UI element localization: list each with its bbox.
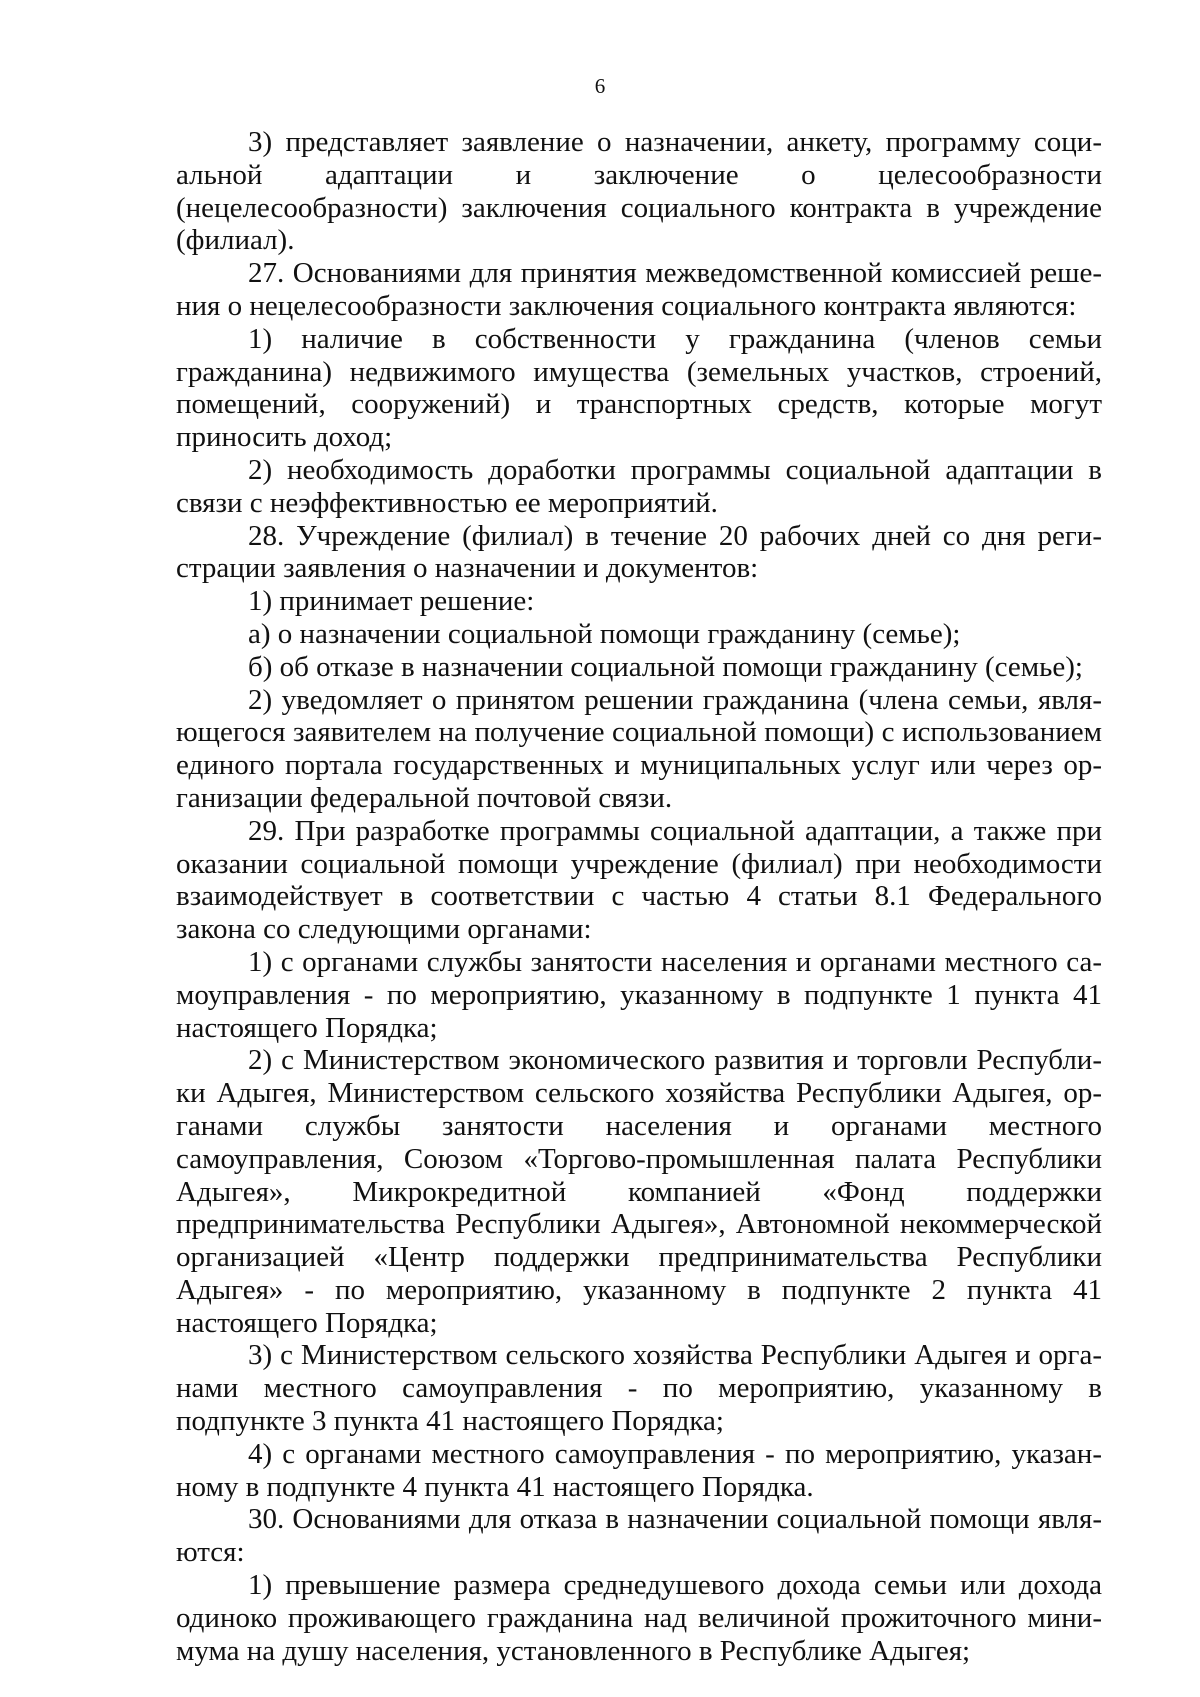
paragraph-13: 3) с Министерством сельского хозяйства Республики Адыгея и органами местного самоуправления - по мероприятию, указанному в подпункте 3 пункта 41 настоящего Порядка; [176, 1339, 1102, 1438]
paragraph-4: 2) необходимость доработки программы социальной адаптации в связи с неэффективностью ее мероприятий. [176, 453, 1102, 519]
paragraph-10: 29. При разработке программы социальной адаптации, а также при оказании социальной помощи учреждение (филиал) при необходимости взаимодействует в соответствии с частью 4 статьи 8.1 Федерального закона со следующими органами: [176, 814, 1102, 946]
page-number: 6 [594, 74, 606, 98]
document-body [176, 126, 1102, 1667]
paragraph-9: 2) уведомляет о принятом решении гражданина (члена семьи, являющегося заявителем на получение социальной помощи) с использованием единого портала государственных и муниципальных услуг или через организации федеральной почтовой связи. [176, 683, 1102, 814]
paragraph-11: 1) с органами службы занятости населения и органами местного самоуправления - по мероприятию, указанному в подпункте 1 пункта 41 настоящего Порядка; [176, 945, 1102, 1044]
paragraph-14: 4) с органами местного самоуправления - по мероприятию, указанному в подпункте 4 пункта 41 настоящего Порядка. [176, 1437, 1102, 1503]
paragraph-15: 30. Основаниями для отказа в назначении социальной помощи являются: [176, 1503, 1102, 1569]
paragraph-2: 27. Основаниями для принятия межведомственной комиссией решения о нецелесообразности заключения социального контракта являются: [176, 257, 1102, 322]
paragraph-1: 3) представляет заявление о назначении, анкету, программу социальной адаптации и заключение о целесообразности (нецелесообразности) заключения социального контракта в учреждение (филиал). [176, 126, 1102, 257]
paragraph-5: 28. Учреждение (филиал) в течение 20 рабочих дней со дня регистрации заявления о назначении и документов: [176, 519, 1102, 585]
paragraph-12: 2) с Министерством экономического развития и торговли Республики Адыгея, Министерством сельского хозяйства Республики Адыгея, органами службы занятости населения и органами местного самоуправления, Союзом «Торгово-промышленная палата Республики Адыгея», Микрокредитной компанией «Фонд поддержки предпринимательства Республики Адыгея», Автономной некоммерческой организацией «Центр поддержки предпринимательства Республики Адыгея» - по мероприятию, указанному в подпункте 2 пункта 41 настоящего Порядка; [176, 1044, 1102, 1339]
paragraph-3: 1) наличие в собственности у гражданина (членов семьи гражданина) недвижимого имущества (земельных участков, строений, помещений, сооружений) и транспортных средств, которые могут приносить доход; [176, 322, 1102, 454]
paragraph-7: а) о назначении социальной помощи гражданину (семье); [248, 617, 961, 650]
paragraph-8: б) об отказе в назначении социальной помощи гражданину (семье); [248, 650, 1083, 683]
paragraph-16: 1) превышение размера среднедушевого дохода семьи или дохода одиноко проживающего гражданина над величиной прожиточного минимума на душу населения, установленного в Республике Адыгея; [176, 1569, 1102, 1667]
paragraph-6: 1) принимает решение: [248, 585, 535, 618]
